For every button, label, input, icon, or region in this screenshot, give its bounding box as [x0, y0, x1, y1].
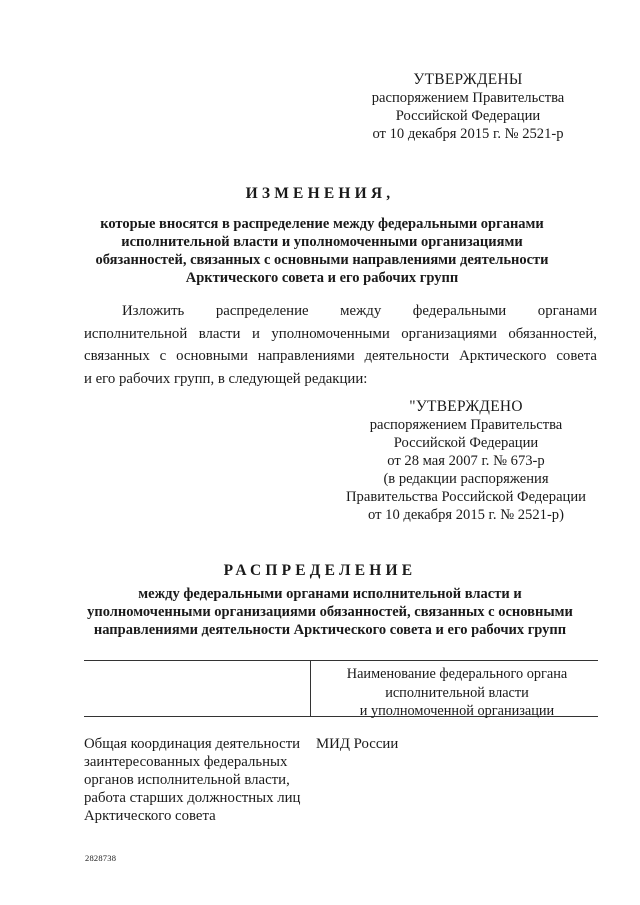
- paragraph-line: и его рабочих групп, в следующей редакции:: [84, 370, 368, 387]
- subtitle-line: исполнительной власти и уполномоченными организациями: [121, 234, 523, 250]
- body-paragraph: [84, 300, 597, 390]
- approval-line: Правительства Российской Федерации: [346, 489, 586, 505]
- table-row-duty: [84, 735, 314, 825]
- approval-line: распоряжением Правительства: [369, 417, 563, 433]
- approval-line: Российской Федерации: [393, 435, 539, 451]
- changes-subtitle: [2, 215, 640, 287]
- document-number: 2828738: [85, 853, 117, 863]
- paragraph-line: Изложить распределение между федеральными органами: [122, 303, 597, 319]
- paragraph-line: связанных с основными направлениями деятельности Арктического совета: [84, 348, 597, 364]
- duty-line: Арктического совета: [84, 808, 216, 824]
- subtitle-line: Арктического совета и его рабочих групп: [185, 270, 459, 286]
- table-top-rule: [84, 660, 598, 661]
- table-header-right: [318, 665, 596, 721]
- approval-heading: УТВЕРЖДЕНЫ: [413, 71, 523, 88]
- approval-line: Российской Федерации: [395, 108, 541, 124]
- table-row-organ: МИД России: [316, 736, 399, 752]
- duty-line: работа старших должностных лиц: [84, 790, 301, 806]
- header-line: Наименование федерального органа: [346, 666, 568, 682]
- duty-line: Общая координация деятельности: [84, 736, 301, 752]
- distribution-subtitle: [10, 585, 640, 639]
- approval-line: распоряжением Правительства: [371, 90, 565, 106]
- distribution-title: РАСПРЕДЕЛЕНИЕ: [223, 562, 417, 579]
- duty-line: органов исполнительной власти,: [84, 772, 290, 788]
- subtitle-line: обязанностей, связанных с основными направлениями деятельности: [95, 252, 549, 268]
- header-line: исполнительной власти: [385, 684, 529, 701]
- header-line: и уполномоченной организации: [359, 703, 555, 719]
- table-column-divider: [310, 660, 311, 716]
- approval-line: (в редакции распоряжения: [383, 471, 549, 487]
- duty-line: заинтересованных федеральных: [84, 754, 288, 770]
- approval-line: от 28 мая 2007 г. № 673-р: [387, 453, 545, 469]
- approval-line: от 10 декабря 2015 г. № 2521-р: [372, 126, 564, 142]
- approval-heading: "УТВЕРЖДЕНО: [409, 398, 523, 415]
- paragraph-line: исполнительной власти и уполномоченными организациями обязанностей,: [84, 325, 597, 342]
- subtitle-line: которые вносятся в распределение между федеральными органами: [100, 216, 544, 232]
- top-approval-block: [355, 71, 581, 143]
- subtitle-line: между федеральными органами исполнительной власти и: [138, 586, 522, 602]
- inner-approval-block: [338, 398, 594, 524]
- approval-line: от 10 декабря 2015 г. № 2521-р): [368, 507, 564, 523]
- subtitle-line: уполномоченными организациями обязанностей, связанных с основными: [87, 604, 573, 620]
- changes-title: ИЗМЕНЕНИЯ,: [245, 185, 395, 202]
- subtitle-line: направлениями деятельности Арктического совета и его рабочих групп: [93, 622, 567, 638]
